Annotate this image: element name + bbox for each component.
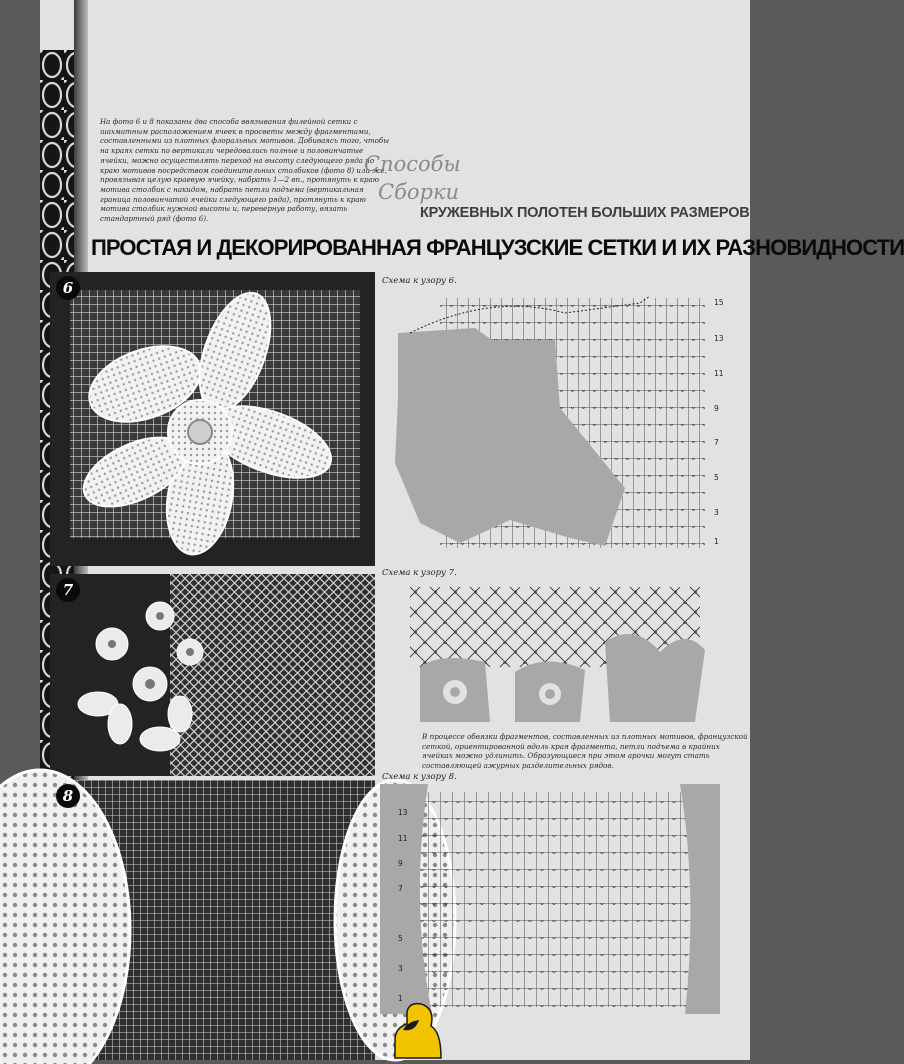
intro-paragraph: На фото 6 и 8 показаны два способа ввязывания филейной сетки с шахматным расположением ячеек в просветы между фрагментами, составленными из плотных флоральных мотивов. Добиваясь того, чтобы на краях сетки по вертикали чередовались полные и половинчатые ячейки, можно осуществлять переход на высоту следующего ряда по краю мотивов посредством соединительных столбиков (фото 8) или же, провязывая целую краевую ячейку, набрать 1—2 вп., протянуть к краю мотива столбик с накидом, набрать петли подъема (вертикальная граница половинчатой ячейки следующего ряда), протянуть к краю мотива столбик нужной высоты и, перевернув работу, вязать стандартный ряд (фото 6). [100, 117, 389, 224]
scheme-6-row-7: 7 [714, 438, 719, 447]
scheme-6-row-3: 3 [714, 508, 719, 517]
scheme-8-row-3: 3 [398, 964, 403, 973]
scheme-8-row-11: 11 [398, 834, 408, 843]
scheme-8-diagram [380, 784, 720, 1016]
section-script-line-1: Способы [364, 152, 461, 176]
scheme-6-row-9: 9 [714, 404, 719, 413]
scheme-8-caption: Схема к узору 8. [382, 772, 457, 782]
scheme-6-row-5: 5 [714, 473, 719, 482]
photo-6-illustration [50, 272, 375, 566]
page-title: ПРОСТАЯ И ДЕКОРИРОВАННАЯ ФРАНЦУЗСКИЕ СЕТКИ И ИХ РАЗНОВИДНОСТИ [91, 235, 904, 260]
scheme-6-caption: Схема к узору 6. [382, 276, 457, 286]
photo-7-illustration [50, 574, 375, 776]
scheme-8-row-1: 1 [398, 994, 403, 1003]
scheme-6-row-11: 11 [714, 369, 724, 378]
scheme-6-diagram [380, 288, 710, 558]
scheme-6-row-1: 1 [714, 537, 719, 546]
section-script-line-2: Сборки [378, 180, 460, 204]
photo-8-number: 8 [56, 784, 80, 808]
scheme-7-caption: Схема к узору 7. [382, 568, 457, 578]
photo-7 [50, 574, 375, 776]
magazine-page [40, 0, 904, 1060]
scheme-6-row-13: 13 [714, 334, 724, 343]
photo-6-number: 6 [56, 276, 80, 300]
scheme-7-note: В процессе обвязки фрагментов, составленных из плотных мотивов, французской сеткой, ориентированной вдоль края фрагмента, петли подъема в крайних ячейках можно удлинить. Образующиеся при этом арочки могут стать составляющей ажурных разделительных рядов. [422, 732, 748, 770]
scheme-6-row-15: 15 [714, 298, 724, 307]
scheme-8-row-9: 9 [398, 859, 403, 868]
scheme-8-row-5: 5 [398, 934, 403, 943]
publisher-logo [385, 1000, 445, 1060]
scheme-8-row-7: 7 [398, 884, 403, 893]
photo-8 [50, 780, 375, 1060]
photo-7-number: 7 [56, 578, 80, 602]
section-script-title [364, 150, 514, 206]
scheme-7-diagram [395, 582, 715, 724]
scheme-8-row-13: 13 [398, 808, 408, 817]
photo-6 [50, 272, 375, 566]
section-subtitle: КРУЖЕВНЫХ ПОЛОТЕН БОЛЬШИХ РАЗМЕРОВ [420, 205, 750, 221]
photo-8-illustration [50, 780, 375, 1060]
